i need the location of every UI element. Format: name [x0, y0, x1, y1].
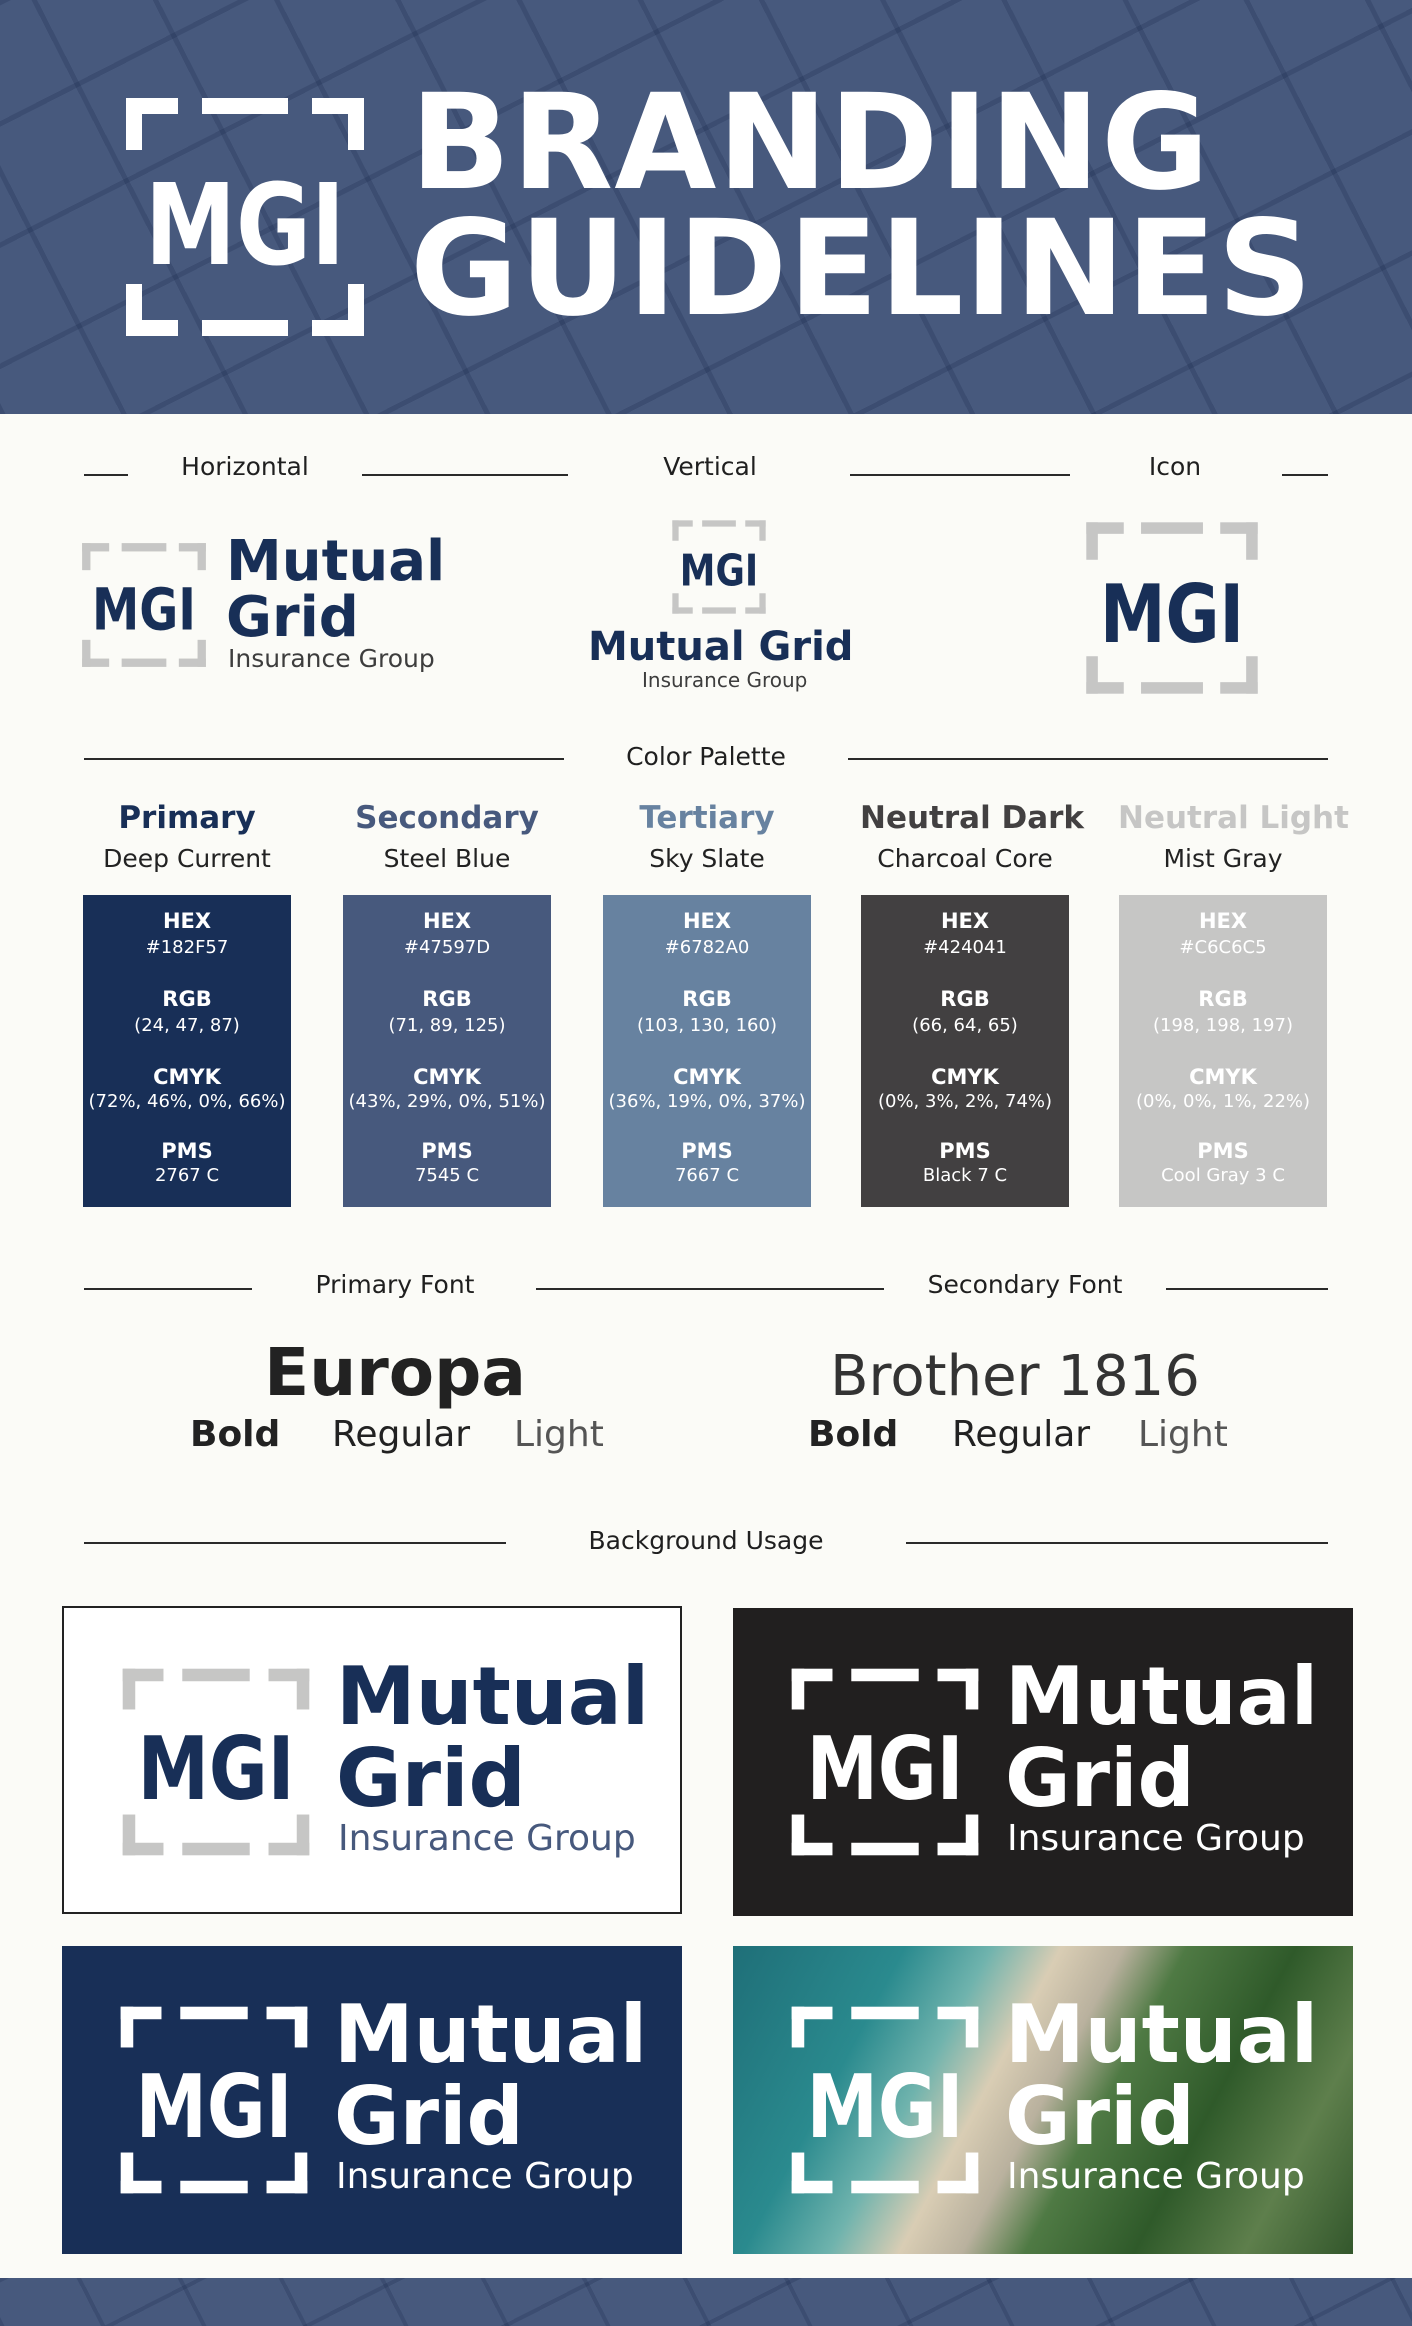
logo-tagline: Insurance Group [338, 1818, 636, 1859]
rgb-value: (71, 89, 125) [388, 1015, 506, 1036]
logo-letters: MGI [806, 1717, 964, 1820]
secondary-font-name: Brother 1816 [830, 1344, 1200, 1409]
panel-logo-mark [787, 1664, 983, 1864]
primary-font-label: Primary Font [315, 1270, 475, 1299]
rgb-value: (24, 47, 87) [134, 1015, 240, 1036]
logo-letters: MGI [145, 161, 345, 291]
panel-logo-wordmark [1005, 1650, 1319, 1825]
background-panel-2 [733, 1608, 1353, 1916]
logo-letters: MGI [92, 575, 196, 644]
mgi-icon-logo [1082, 518, 1262, 698]
hex-value: #424041 [923, 937, 1007, 958]
background-panel-3 [62, 1946, 682, 2254]
pms-label: PMS [161, 1139, 213, 1163]
pms-label: PMS [939, 1139, 991, 1163]
mgi-logo-mark [670, 518, 768, 616]
footer-banner [0, 2278, 1412, 2326]
logo-letters: MGI [137, 1717, 295, 1820]
color-role: Tertiary [639, 800, 775, 836]
cmyk-label: CMYK [673, 1065, 741, 1089]
logo-letters: MGI [679, 545, 759, 597]
hex-label: HEX [162, 909, 212, 933]
color-name: Sky Slate [649, 844, 765, 873]
rgb-value: (66, 64, 65) [912, 1015, 1018, 1036]
cmyk-value: (72%, 46%, 0%, 66%) [88, 1091, 286, 1112]
divider [84, 1288, 252, 1290]
secondary-font-weight-regular: Regular [952, 1414, 1091, 1455]
color-name: Steel Blue [383, 844, 511, 873]
rgb-value: (103, 130, 160) [636, 1015, 777, 1036]
hex-label: HEX [940, 909, 990, 933]
hex-value: #C6C6C5 [1179, 937, 1267, 958]
logo-word-grid: Grid [1005, 1732, 1195, 1825]
logo-tagline: Insurance Group [1007, 2156, 1305, 2197]
header-banner [0, 0, 1412, 414]
logo-word-grid: Grid [334, 2070, 524, 2163]
logo-word-grid: Grid [1005, 2070, 1195, 2163]
panel-logo-mark [116, 2002, 312, 2202]
mgi-logo-mark [787, 2002, 983, 2198]
logo-letters: MGI [1100, 567, 1244, 662]
logo-word-mutual: Mutual [1005, 1650, 1319, 1743]
logo-letters: MGI [135, 2055, 293, 2158]
pms-label: PMS [681, 1139, 733, 1163]
hex-label: HEX [422, 909, 472, 933]
panel-logo-wordmark [336, 1650, 650, 1825]
divider [848, 758, 1328, 760]
color-name: Mist Gray [1163, 844, 1283, 873]
secondary-font-weight-light: Light [1138, 1414, 1228, 1455]
pms-value: Black 7 C [922, 1165, 1008, 1186]
color-role: Neutral Light [1118, 800, 1349, 836]
logo-letters: MGI [806, 2055, 964, 2158]
background-panel-4 [733, 1946, 1353, 2254]
logo-word-mutual: Mutual [336, 1650, 650, 1743]
color-name: Deep Current [103, 844, 271, 873]
pms-value: 2767 C [154, 1165, 220, 1186]
color-role: Primary [118, 800, 256, 836]
color-swatch [861, 895, 1069, 1207]
title-line-2: GUIDELINES [410, 192, 1314, 346]
rgb-label: RGB [422, 987, 472, 1011]
mgi-logo-mark [78, 540, 210, 670]
primary-font-weight-regular: Regular [332, 1414, 471, 1455]
color-swatch [83, 895, 291, 1207]
cmyk-value: (0%, 0%, 1%, 22%) [1135, 1091, 1311, 1112]
primary-font-weight-light: Light [514, 1414, 604, 1455]
color-role: Neutral Dark [860, 800, 1085, 836]
hex-label: HEX [682, 909, 732, 933]
divider [1282, 474, 1328, 476]
logo-word-mutual: Mutual [226, 529, 446, 594]
logo-tagline: Insurance Group [228, 644, 435, 673]
background-panel-1 [62, 1606, 682, 1914]
logo-tagline: Insurance Group [336, 2156, 634, 2197]
rgb-value: (198, 198, 197) [1152, 1015, 1293, 1036]
logo-word-mutual: Mutual [1005, 1988, 1319, 2081]
divider [536, 1288, 884, 1290]
cmyk-label: CMYK [1189, 1065, 1257, 1089]
color-swatch [1119, 895, 1327, 1207]
hex-label: HEX [1198, 909, 1248, 933]
panel-logo-wordmark [334, 1988, 648, 2163]
divider [850, 474, 1070, 476]
cmyk-value: (43%, 29%, 0%, 51%) [348, 1091, 546, 1112]
cmyk-label: CMYK [153, 1065, 221, 1089]
mgi-logo-mark [787, 1664, 983, 1860]
icon-label: Icon [1148, 452, 1202, 481]
mgi-logo-mark [120, 92, 370, 342]
logo-tagline: Insurance Group [642, 668, 808, 692]
color-swatch [603, 895, 811, 1207]
panel-logo-mark [118, 1664, 314, 1864]
color-role: Secondary [355, 800, 539, 836]
background-usage-label: Background Usage [588, 1526, 824, 1555]
pms-value: 7545 C [414, 1165, 480, 1186]
primary-font-name: Europa [264, 1334, 526, 1411]
divider [906, 1542, 1328, 1544]
cmyk-label: CMYK [413, 1065, 481, 1089]
logo-word-mutual-grid: Mutual Grid [588, 624, 854, 670]
page-title [410, 66, 1314, 346]
divider [84, 474, 128, 476]
vertical-label: Vertical [663, 452, 757, 481]
rgb-label: RGB [682, 987, 732, 1011]
divider [84, 1542, 506, 1544]
secondary-font-weight-bold: Bold [808, 1414, 899, 1455]
horizontal-label: Horizontal [181, 452, 309, 481]
cmyk-value: (0%, 3%, 2%, 74%) [877, 1091, 1053, 1112]
cmyk-value: (36%, 19%, 0%, 37%) [608, 1091, 806, 1112]
mgi-logo-mark [118, 1664, 314, 1860]
primary-font-weight-bold: Bold [190, 1414, 281, 1455]
title-line-1: BRANDING [410, 66, 1211, 220]
color-name: Charcoal Core [877, 844, 1053, 873]
color-palette-label: Color Palette [626, 742, 786, 771]
hex-value: #182F57 [145, 937, 229, 958]
pms-label: PMS [421, 1139, 473, 1163]
pms-value: Cool Gray 3 C [1161, 1165, 1285, 1186]
divider [84, 758, 564, 760]
color-swatch [343, 895, 551, 1207]
divider [1166, 1288, 1328, 1290]
cmyk-label: CMYK [931, 1065, 999, 1089]
logo-word-mutual: Mutual [334, 1988, 648, 2081]
rgb-label: RGB [1198, 987, 1248, 1011]
secondary-font-label: Secondary Font [927, 1270, 1123, 1299]
logo-tagline: Insurance Group [1007, 1818, 1305, 1859]
rgb-label: RGB [940, 987, 990, 1011]
panel-logo-mark [787, 2002, 983, 2202]
hex-value: #47597D [403, 937, 491, 958]
logo-word-grid: Grid [226, 585, 359, 650]
hex-value: #6782A0 [664, 937, 750, 958]
rgb-label: RGB [162, 987, 212, 1011]
divider [362, 474, 568, 476]
logo-word-grid: Grid [336, 1732, 526, 1825]
pms-label: PMS [1197, 1139, 1249, 1163]
pms-value: 7667 C [674, 1165, 740, 1186]
panel-logo-wordmark [1005, 1988, 1319, 2163]
mgi-logo-mark [116, 2002, 312, 2198]
